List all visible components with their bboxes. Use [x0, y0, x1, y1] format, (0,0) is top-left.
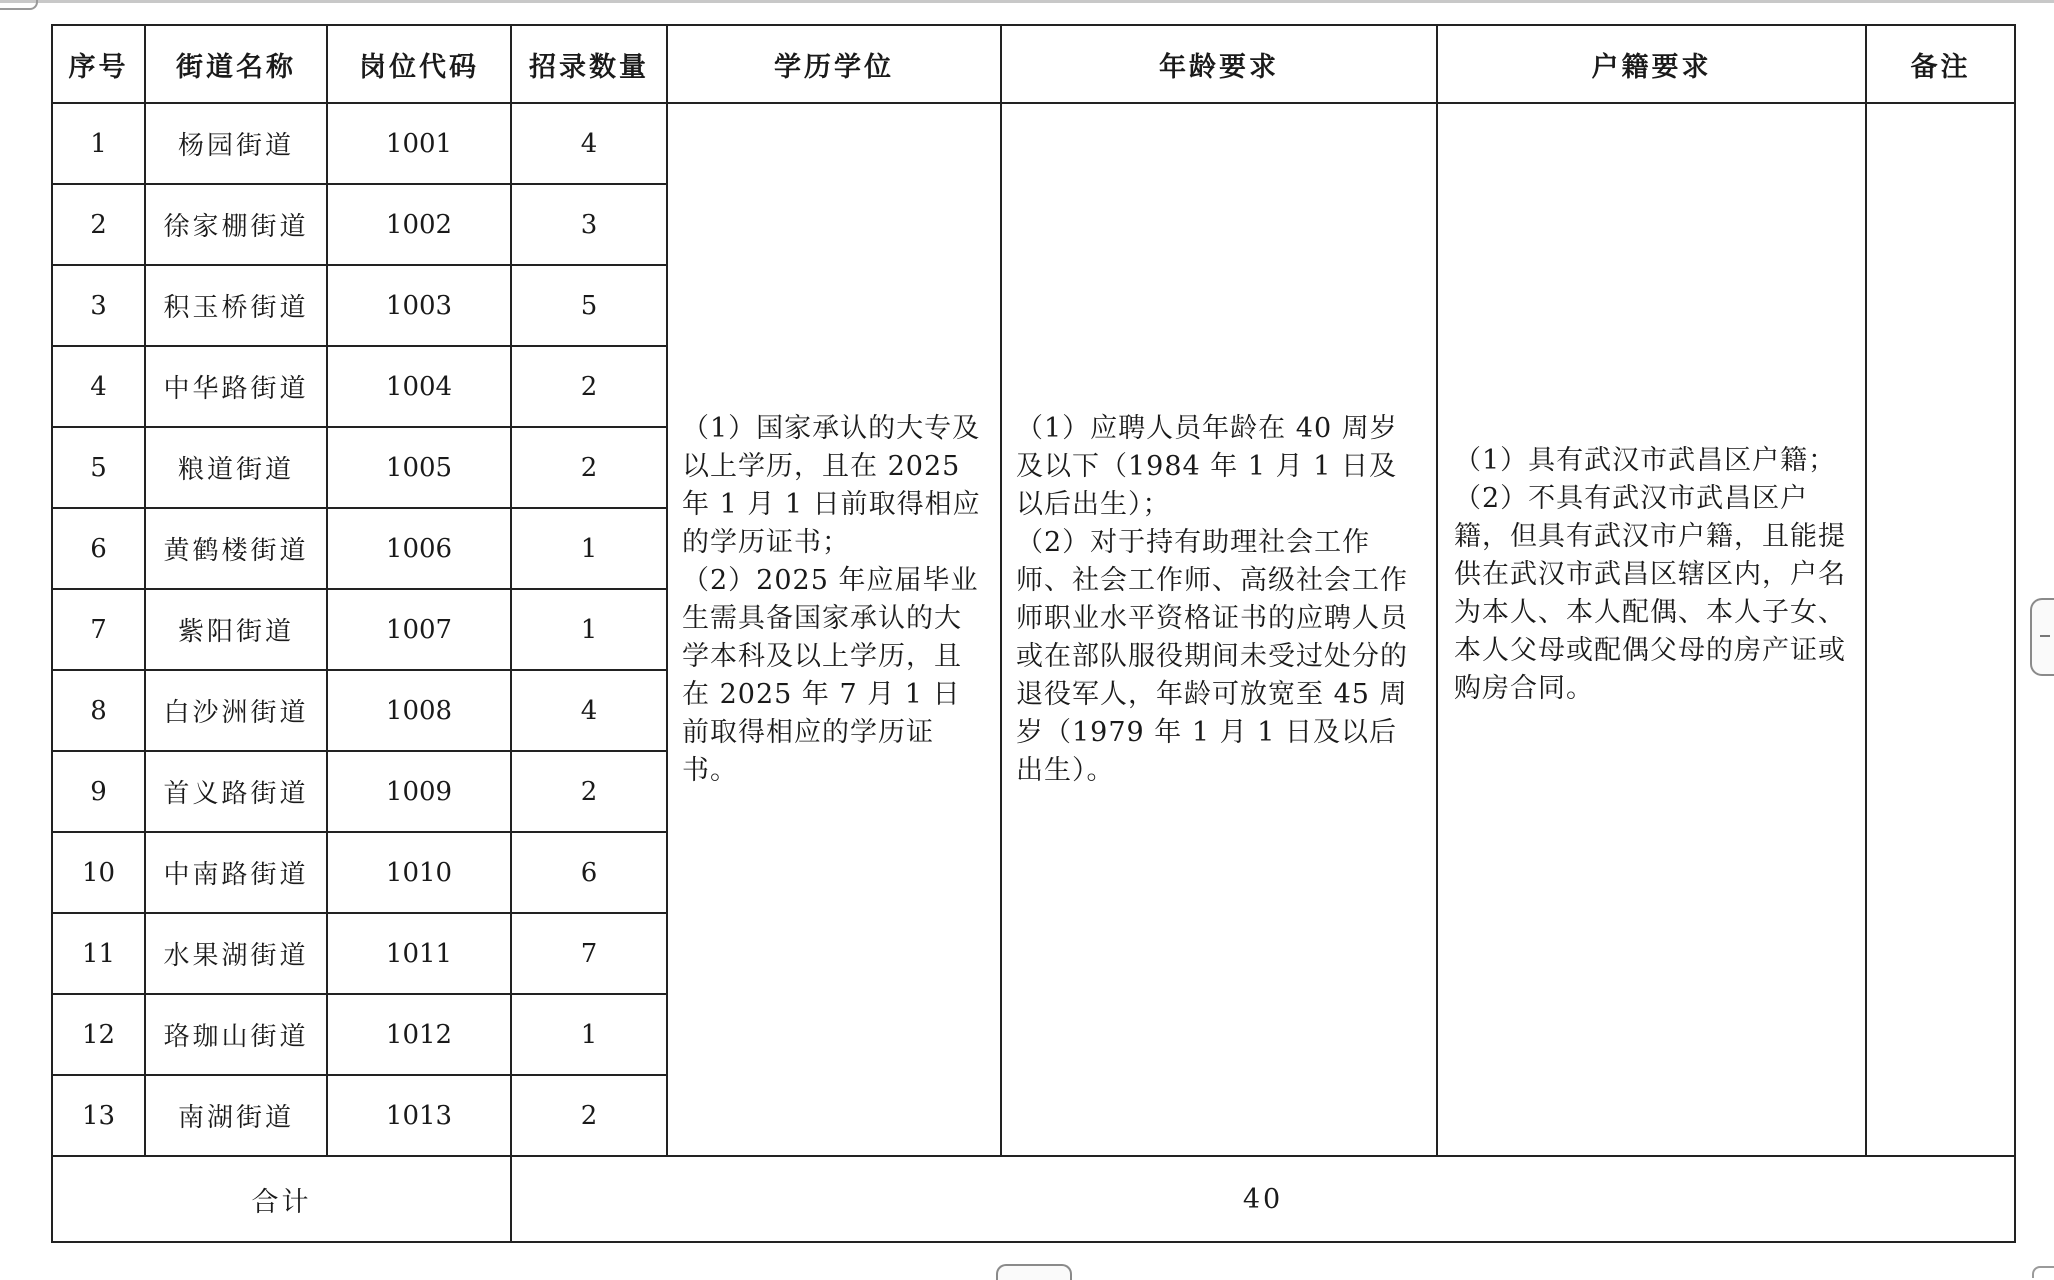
row-position-code: 1010	[327, 832, 511, 913]
row-street-name: 紫阳街道	[145, 589, 327, 670]
row-position-code: 1008	[327, 670, 511, 751]
row-street-name: 黄鹤楼街道	[145, 508, 327, 589]
row-quota: 4	[511, 670, 667, 751]
row-position-code: 1007	[327, 589, 511, 670]
row-quota: 1	[511, 994, 667, 1075]
row-position-code: 1002	[327, 184, 511, 265]
row-street-name: 徐家棚街道	[145, 184, 327, 265]
row-quota: 2	[511, 427, 667, 508]
row-index: 3	[52, 265, 145, 346]
row-quota: 3	[511, 184, 667, 265]
row-street-name: 珞珈山街道	[145, 994, 327, 1075]
row-index: 7	[52, 589, 145, 670]
education-requirement: （1）国家承认的大专及以上学历，且在 2025 年 1 月 1 日前取得相应的学历证书； （2）2025 年应届毕业生需具备国家承认的大学本科及以上学历，且在 2025 年 7 月 1 日前取得相应的学历证书。	[667, 103, 1001, 1156]
table-row	[52, 103, 2015, 184]
row-index: 6	[52, 508, 145, 589]
header-street-name: 街道名称	[145, 25, 327, 103]
row-street-name: 南湖街道	[145, 1075, 327, 1156]
header-remark: 备注	[1866, 25, 2015, 103]
row-position-code: 1012	[327, 994, 511, 1075]
row-street-name: 中南路街道	[145, 832, 327, 913]
row-quota: 7	[511, 913, 667, 994]
row-quota: 1	[511, 589, 667, 670]
row-street-name: 积玉桥街道	[145, 265, 327, 346]
header-index: 序号	[52, 25, 145, 103]
header-quota: 招录数量	[511, 25, 667, 103]
side-expand-handle[interactable]	[2030, 598, 2054, 676]
row-street-name: 水果湖街道	[145, 913, 327, 994]
row-quota: 6	[511, 832, 667, 913]
table-header-row	[52, 25, 2015, 103]
row-index: 2	[52, 184, 145, 265]
total-label: 合计	[52, 1156, 511, 1242]
row-quota: 2	[511, 346, 667, 427]
page-corner-mark	[0, 0, 38, 10]
row-index: 12	[52, 994, 145, 1075]
header-age: 年龄要求	[1001, 25, 1437, 103]
top-border-line	[0, 0, 2054, 3]
row-street-name: 白沙洲街道	[145, 670, 327, 751]
row-index: 8	[52, 670, 145, 751]
row-position-code: 1004	[327, 346, 511, 427]
header-position-code: 岗位代码	[327, 25, 511, 103]
row-position-code: 1013	[327, 1075, 511, 1156]
recruitment-table	[51, 24, 2016, 1243]
huji-requirement: （1）具有武汉市武昌区户籍； （2）不具有武汉市武昌区户籍，但具有武汉市户籍，且能提供在武汉市武昌区辖区内，户名为本人、本人配偶、本人子女、本人父母或配偶父母的房产证或购房合同。	[1437, 103, 1866, 1156]
row-index: 10	[52, 832, 145, 913]
row-position-code: 1009	[327, 751, 511, 832]
row-street-name: 首义路街道	[145, 751, 327, 832]
row-street-name: 中华路街道	[145, 346, 327, 427]
row-position-code: 1003	[327, 265, 511, 346]
row-index: 9	[52, 751, 145, 832]
age-requirement: （1）应聘人员年龄在 40 周岁及以下（1984 年 1 月 1 日及以后出生）； （2）对于持有助理社会工作师、社会工作师、高级社会工作师职业水平资格证书的应聘人员或在部队服役期间未受过处分的退役军人，年龄可放宽至 45 周岁（1979 年 1 月 1 日及以后出生）。	[1001, 103, 1437, 1156]
row-street-name: 粮道街道	[145, 427, 327, 508]
remark-cell	[1866, 103, 2015, 1156]
total-value: 40	[511, 1156, 2015, 1242]
total-row	[52, 1156, 2015, 1242]
row-quota: 4	[511, 103, 667, 184]
row-quota: 5	[511, 265, 667, 346]
row-quota: 2	[511, 1075, 667, 1156]
row-index: 1	[52, 103, 145, 184]
row-index: 4	[52, 346, 145, 427]
row-quota: 1	[511, 508, 667, 589]
row-index: 13	[52, 1075, 145, 1156]
row-position-code: 1006	[327, 508, 511, 589]
row-quota: 2	[511, 751, 667, 832]
row-position-code: 1011	[327, 913, 511, 994]
page-corner-mark-bottom	[2032, 1266, 2054, 1278]
row-index: 11	[52, 913, 145, 994]
header-huji: 户籍要求	[1437, 25, 1866, 103]
bottom-resize-handle[interactable]	[996, 1264, 1072, 1280]
row-position-code: 1005	[327, 427, 511, 508]
row-index: 5	[52, 427, 145, 508]
row-position-code: 1001	[327, 103, 511, 184]
header-education: 学历学位	[667, 25, 1001, 103]
row-street-name: 杨园街道	[145, 103, 327, 184]
